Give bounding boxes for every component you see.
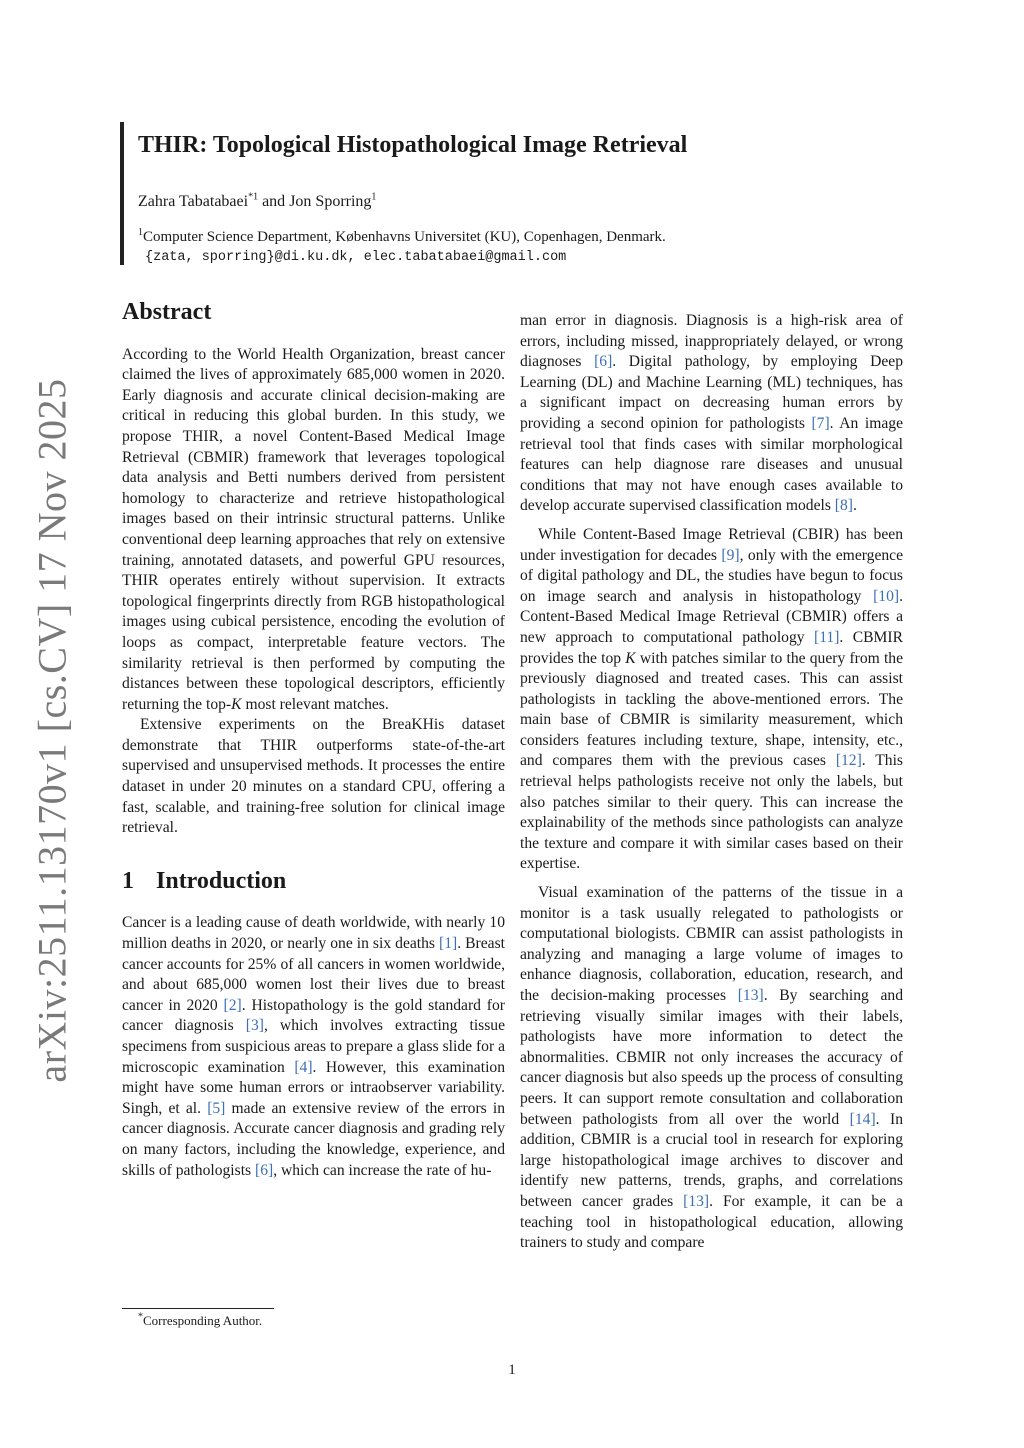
citation-link[interactable]: [1] xyxy=(439,935,458,953)
citation-link[interactable]: [5] xyxy=(207,1099,226,1117)
citation-link[interactable]: [8] xyxy=(834,497,853,515)
author-emails: {zata, sporring}@di.ku.dk, elec.tabatabaei@gmail.com xyxy=(145,250,567,265)
intro-paragraph-1 xyxy=(122,913,505,1181)
text-run: While Content-Based Image Retrieval (CBIR) has been under investigation for decades xyxy=(520,525,903,564)
abstract-math-k: K xyxy=(231,695,242,713)
text-run: , which involves extracting tissue specimens from suspicious areas to prepare a glass slide for a microscopic examination xyxy=(122,1017,506,1076)
arxiv-identifier xyxy=(22,377,82,1083)
citation-link[interactable]: [13] xyxy=(737,987,764,1004)
right-paragraph-2 xyxy=(520,525,903,875)
footnote-text: Corresponding Author. xyxy=(143,1313,263,1328)
text-run: Visual examination of the patterns of the tissue in a monitor is a task usually relegated to pathologists or computational biologists. CBMIR can assist pathologists in analyzing and managing a large volume of images to enhance diagnosis, collaboration, education, research, and the decision-making processes xyxy=(520,884,903,1004)
text-run: , which can increase the rate of hu- xyxy=(273,1161,492,1179)
footnote-mark: * xyxy=(138,1311,143,1323)
text-run: . xyxy=(852,497,857,515)
affiliation-mark: 1 xyxy=(138,227,143,238)
text-run: Cancer is a leading cause of death worldwide, with nearly 10 million deaths in 2020, or nearly one in six deaths xyxy=(122,914,505,953)
affiliation-text: Computer Science Department, Københavns Universitet (KU), Copenhagen, Denmark. xyxy=(143,229,666,245)
author-1-affil-mark: *1 xyxy=(248,191,259,203)
author-1: Zahra Tabatabaei xyxy=(138,193,249,210)
citation-link[interactable]: [12] xyxy=(835,752,862,770)
author-conjunction: and xyxy=(258,193,290,210)
citation-link[interactable]: [3] xyxy=(245,1017,264,1035)
text-run: . Digital pathology, by employing Deep Learning (DL) and Machine Learning (ML) techniques, has a significant impact on decreasing human errors by providing a second opinion for pathologists xyxy=(520,353,903,432)
text-run: . This retrieval helps pathologists receive not only the labels, but also patches similar to their query. This can increase the explainability of the methods since pathologists can analyze the texture and compare it with similar cases based on their expertise. xyxy=(520,752,903,873)
citation-link[interactable]: [6] xyxy=(594,353,613,371)
right-paragraph-1 xyxy=(520,311,903,517)
affiliation xyxy=(138,229,938,246)
citation-link[interactable]: [6] xyxy=(255,1161,274,1179)
author-list xyxy=(138,193,938,211)
citation-link[interactable]: [13] xyxy=(683,1192,710,1210)
text-run: . CBMIR provides the top xyxy=(520,628,903,667)
abstract-heading: Abstract xyxy=(122,299,212,325)
text-run: . Histopathology is the gold standard for cancer diagnosis xyxy=(122,996,505,1035)
title-block xyxy=(120,122,938,265)
right-column xyxy=(520,311,903,1254)
text-run: . An image retrieval tool that finds cases with similar morphological features can help diagnose rare diseases and unusual conditions that may not have enough cases available to develop accurate supervised classification models xyxy=(520,414,903,515)
arxiv-identifier-text: arXiv:2511.13170v1 [cs.CV] 17 Nov 2025 xyxy=(29,377,75,1083)
text-run: . Breast cancer accounts for 25% of all cancers in women worldwide, and about 685,000 women lost their lives due to breast cancer in 2020 xyxy=(122,935,505,1014)
citation-link[interactable]: [9] xyxy=(721,546,740,564)
paper-title: THIR: Topological Histopathological Image Retrieval xyxy=(138,132,688,158)
text-run: . Content-Based Medical Image Retrieval (CBMIR) offers a new approach to computational pathology xyxy=(520,587,903,646)
abstract-p1-end: most relevant matches. xyxy=(241,695,389,713)
section-number: 1 xyxy=(122,867,134,894)
text-run: . However, this examination might have some human errors or intraobserver variability. Singh, et al. xyxy=(122,1058,505,1117)
text-run: . In addition, CBMIR is a crucial tool in research for exploring large histopathological image archives to discover and identify new patterns, trends, graphs, and correlations between cancer grades xyxy=(520,1110,903,1210)
abstract-p1-text: According to the World Health Organization, breast cancer claimed the lives of approximately 685,000 women in 2020. Early diagnosis and accurate clinical decision-making are critical in reducing this global burden. In this study, we propose THIR, a novel Content-Based Medical Image Retrieval (CBMIR) framework that leverages topological data analysis and Betti numbers derived from persistent homology to characterize and retrieve histopathological images based on their intrinsic structural patterns. Unlike conventional deep learning approaches that rely on extensive training, annotated datasets, and powerful GPU resources, THIR operates entirely without supervision. It extracts topological fingerprints directly from RGB histopathological images using cubical persistence, encoding the evolution of loops as compact, interpretable feature vectors. The similarity retrieval is then performed by computing the distances between these topological descriptors, efficiently returning the top- xyxy=(122,345,505,713)
section-title: Introduction xyxy=(156,867,287,894)
footnote-rule xyxy=(122,1308,274,1309)
citation-link[interactable]: [2] xyxy=(223,996,242,1014)
citation-link[interactable]: [14] xyxy=(849,1110,876,1128)
abstract-paragraph-2: Extensive experiments on the BreaKHis dataset demonstrate that THIR outperforms state-of-the-art supervised and unsupervised methods. It processes the entire dataset in under 20 minutes on a standard CPU, offering a fast, scalable, and training-free solution for clinical image retrieval. xyxy=(122,716,505,837)
author-2: Jon Sporring xyxy=(289,193,372,210)
text-run: made an extensive review of the errors in cancer diagnosis. Accurate cancer diagnosis and grading rely on many factors, including the knowledge, experience, and skills of pathologists xyxy=(122,1099,505,1179)
citation-link[interactable]: [4] xyxy=(294,1058,313,1076)
citation-link[interactable]: [7] xyxy=(811,414,830,432)
text-run: . For example, it can be a teaching tool in histopathological education, allowing trainers to study and compare xyxy=(520,1192,903,1252)
citation-link[interactable]: [10] xyxy=(873,587,900,605)
math-k: K xyxy=(625,649,636,667)
text-run: . By searching and retrieving visually similar images with their labels, pathologists have more information to detect the abnormalities. CBMIR not only increases the accuracy of cancer diagnosis but also speeds up the process of consulting peers. It can support remote consultation and collaboration between pathologists from all over the world xyxy=(520,987,903,1128)
introduction-heading xyxy=(122,867,505,894)
text-run: , only with the emergence of digital pathology and DL, the studies have begun to focus on image search and analysis in histopathology xyxy=(520,546,904,605)
page-number: 1 xyxy=(508,1362,516,1378)
author-2-affil-mark: 1 xyxy=(371,191,377,203)
footnote xyxy=(138,1313,262,1329)
left-column xyxy=(122,299,506,1181)
citation-link[interactable]: [11] xyxy=(814,628,840,646)
text-run: man error in diagnosis. Diagnosis is a high-risk area of errors, including missed, inappropriately delayed, or wrong diagnoses xyxy=(520,312,903,371)
right-paragraph-3 xyxy=(520,883,903,1254)
text-run: with patches similar to the query from the previously diagnosed and treated cases. This can assist pathologists in tackling the above-mentioned errors. The main base of CBMIR is similarity measurement, which considers features including texture, shape, intensity, etc., and compares them with the previous cases xyxy=(520,649,903,770)
abstract-paragraph-1 xyxy=(122,345,505,716)
